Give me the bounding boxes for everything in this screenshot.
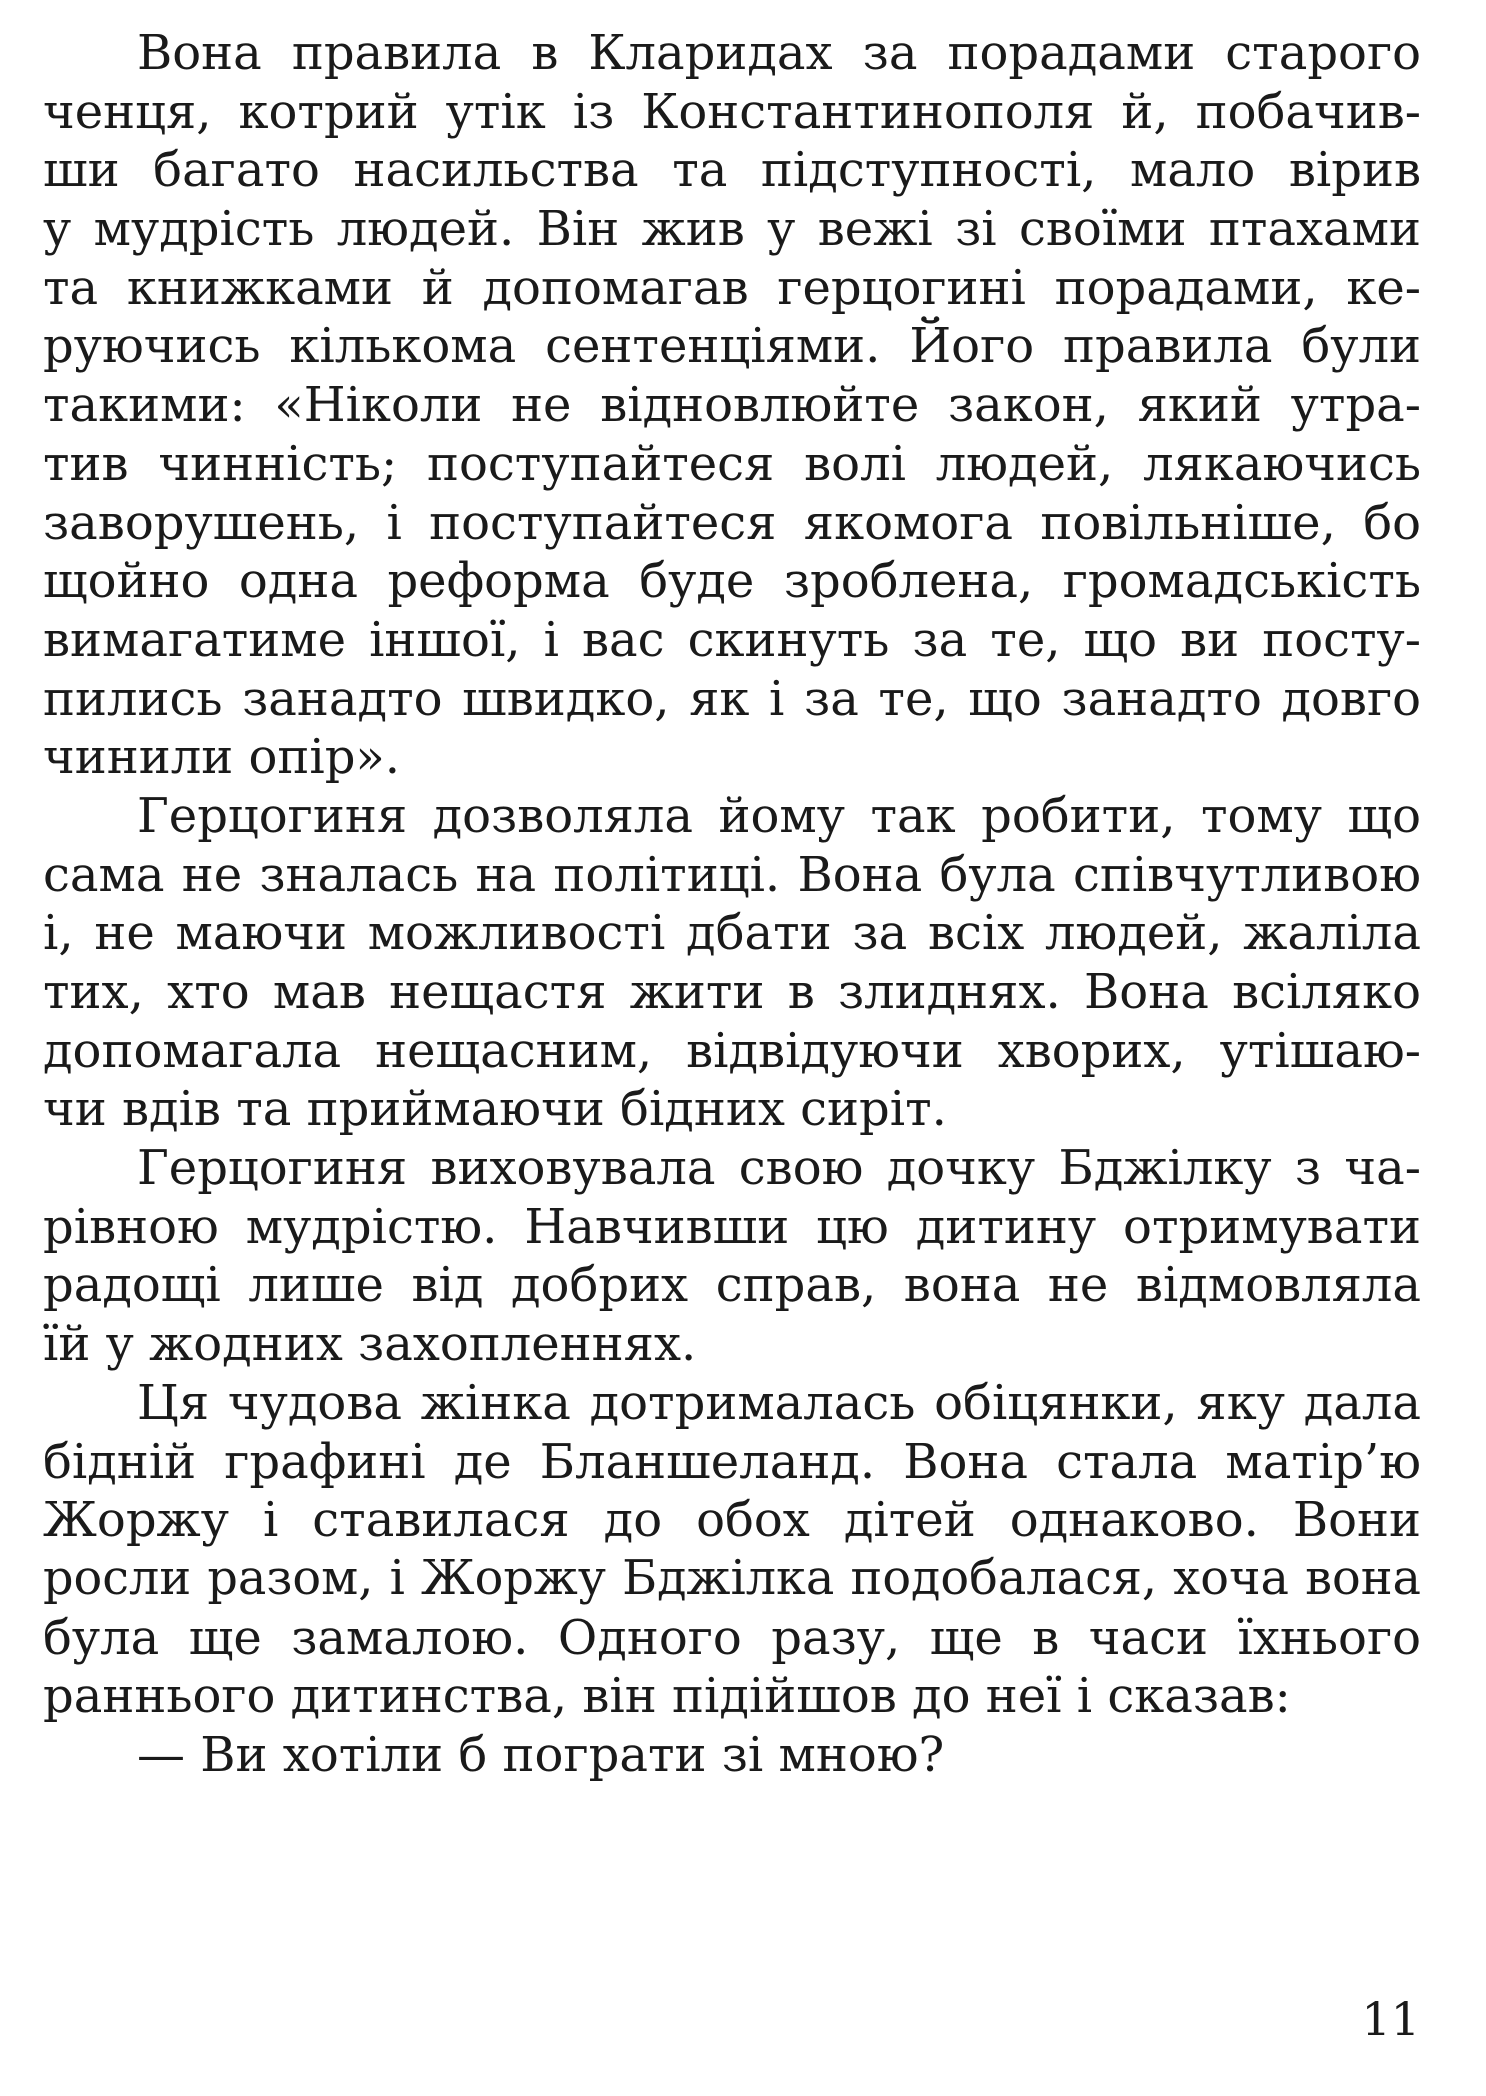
text-line: — Ви хотіли б пограти зі мною? (137, 1726, 945, 1783)
text-line: Ця чудова жінка дотрималась обіцянки, яку дала (137, 1374, 1421, 1431)
text-line: вимагатиме іншої, і вас скинуть за те, що ви посту- (43, 611, 1421, 668)
page-number: 11 (1361, 1992, 1420, 2046)
paragraph (43, 1139, 1421, 1374)
text-line: їй у жодних захопленнях. (43, 1316, 697, 1373)
text-line: Жоржу і ставилася до обох дітей однаково. Вони (43, 1492, 1421, 1549)
text-line: Вона правила в Кларидах за порадами старого (137, 25, 1421, 81)
text-line: тих, хто мав нещастя жити в злиднях. Вона всіляко (43, 964, 1421, 1020)
paragraph (43, 24, 1421, 787)
text-line: ши багато насильства та підступності, мало вірив (43, 142, 1421, 199)
text-line: бідній графині де Бланшеланд. Вона стала матір’ю (43, 1433, 1421, 1490)
body-text (43, 24, 1421, 1785)
text-line: сама не зналась на політиці. Вона була співчутливою (43, 846, 1421, 903)
text-line: у мудрість людей. Він жив у вежі зі своїми птахами (43, 201, 1421, 258)
text-line: тив чинність; поступайтеся волі людей, лякаючись (43, 435, 1421, 492)
text-line: ченця, котрий утік із Константинополя й, побачив- (43, 83, 1421, 140)
text-line: була ще замалою. Одного разу, ще в часи їхнього (43, 1609, 1421, 1666)
text-line: та книжками й допомагав герцогині порадами, ке- (43, 259, 1421, 316)
paragraph (43, 1374, 1421, 1726)
text-line: щойно одна реформа буде зроблена, громадськість (43, 553, 1421, 610)
text-line: Герцогиня виховувала свою дочку Бджілку з ча- (137, 1140, 1421, 1197)
text-line: і, не маючи можливості дбати за всіх людей, жаліла (43, 905, 1421, 962)
paragraph (43, 1726, 1421, 1785)
text-line: чинили опір». (43, 729, 401, 786)
text-line: заворушень, і поступайтеся якомога повільніше, бо (43, 494, 1421, 551)
text-line: допомагала нещасним, відвідуючи хворих, утішаю- (43, 1022, 1421, 1079)
text-line: такими: «Ніколи не відновлюйте закон, який утра- (43, 377, 1421, 434)
text-line: росли разом, і Жоржу Бджілка подобалася, хоча вона (43, 1550, 1421, 1606)
text-line: радощі лише від добрих справ, вона не відмовляла (43, 1257, 1421, 1314)
text-line: чи вдів та приймаючи бідних сиріт. (43, 1081, 947, 1138)
text-line: пились занадто швидко, як і за те, що занадто довго (43, 670, 1421, 727)
text-line: раннього дитинства, він підійшов до неї і сказав: (43, 1668, 1291, 1725)
text-line: рівною мудрістю. Навчивши цю дитину отримувати (43, 1198, 1421, 1255)
paragraph (43, 787, 1421, 1139)
text-line: руючись кількома сентенціями. Його правила були (43, 318, 1421, 375)
text-line: Герцогиня дозволяла йому так робити, тому що (137, 787, 1421, 844)
